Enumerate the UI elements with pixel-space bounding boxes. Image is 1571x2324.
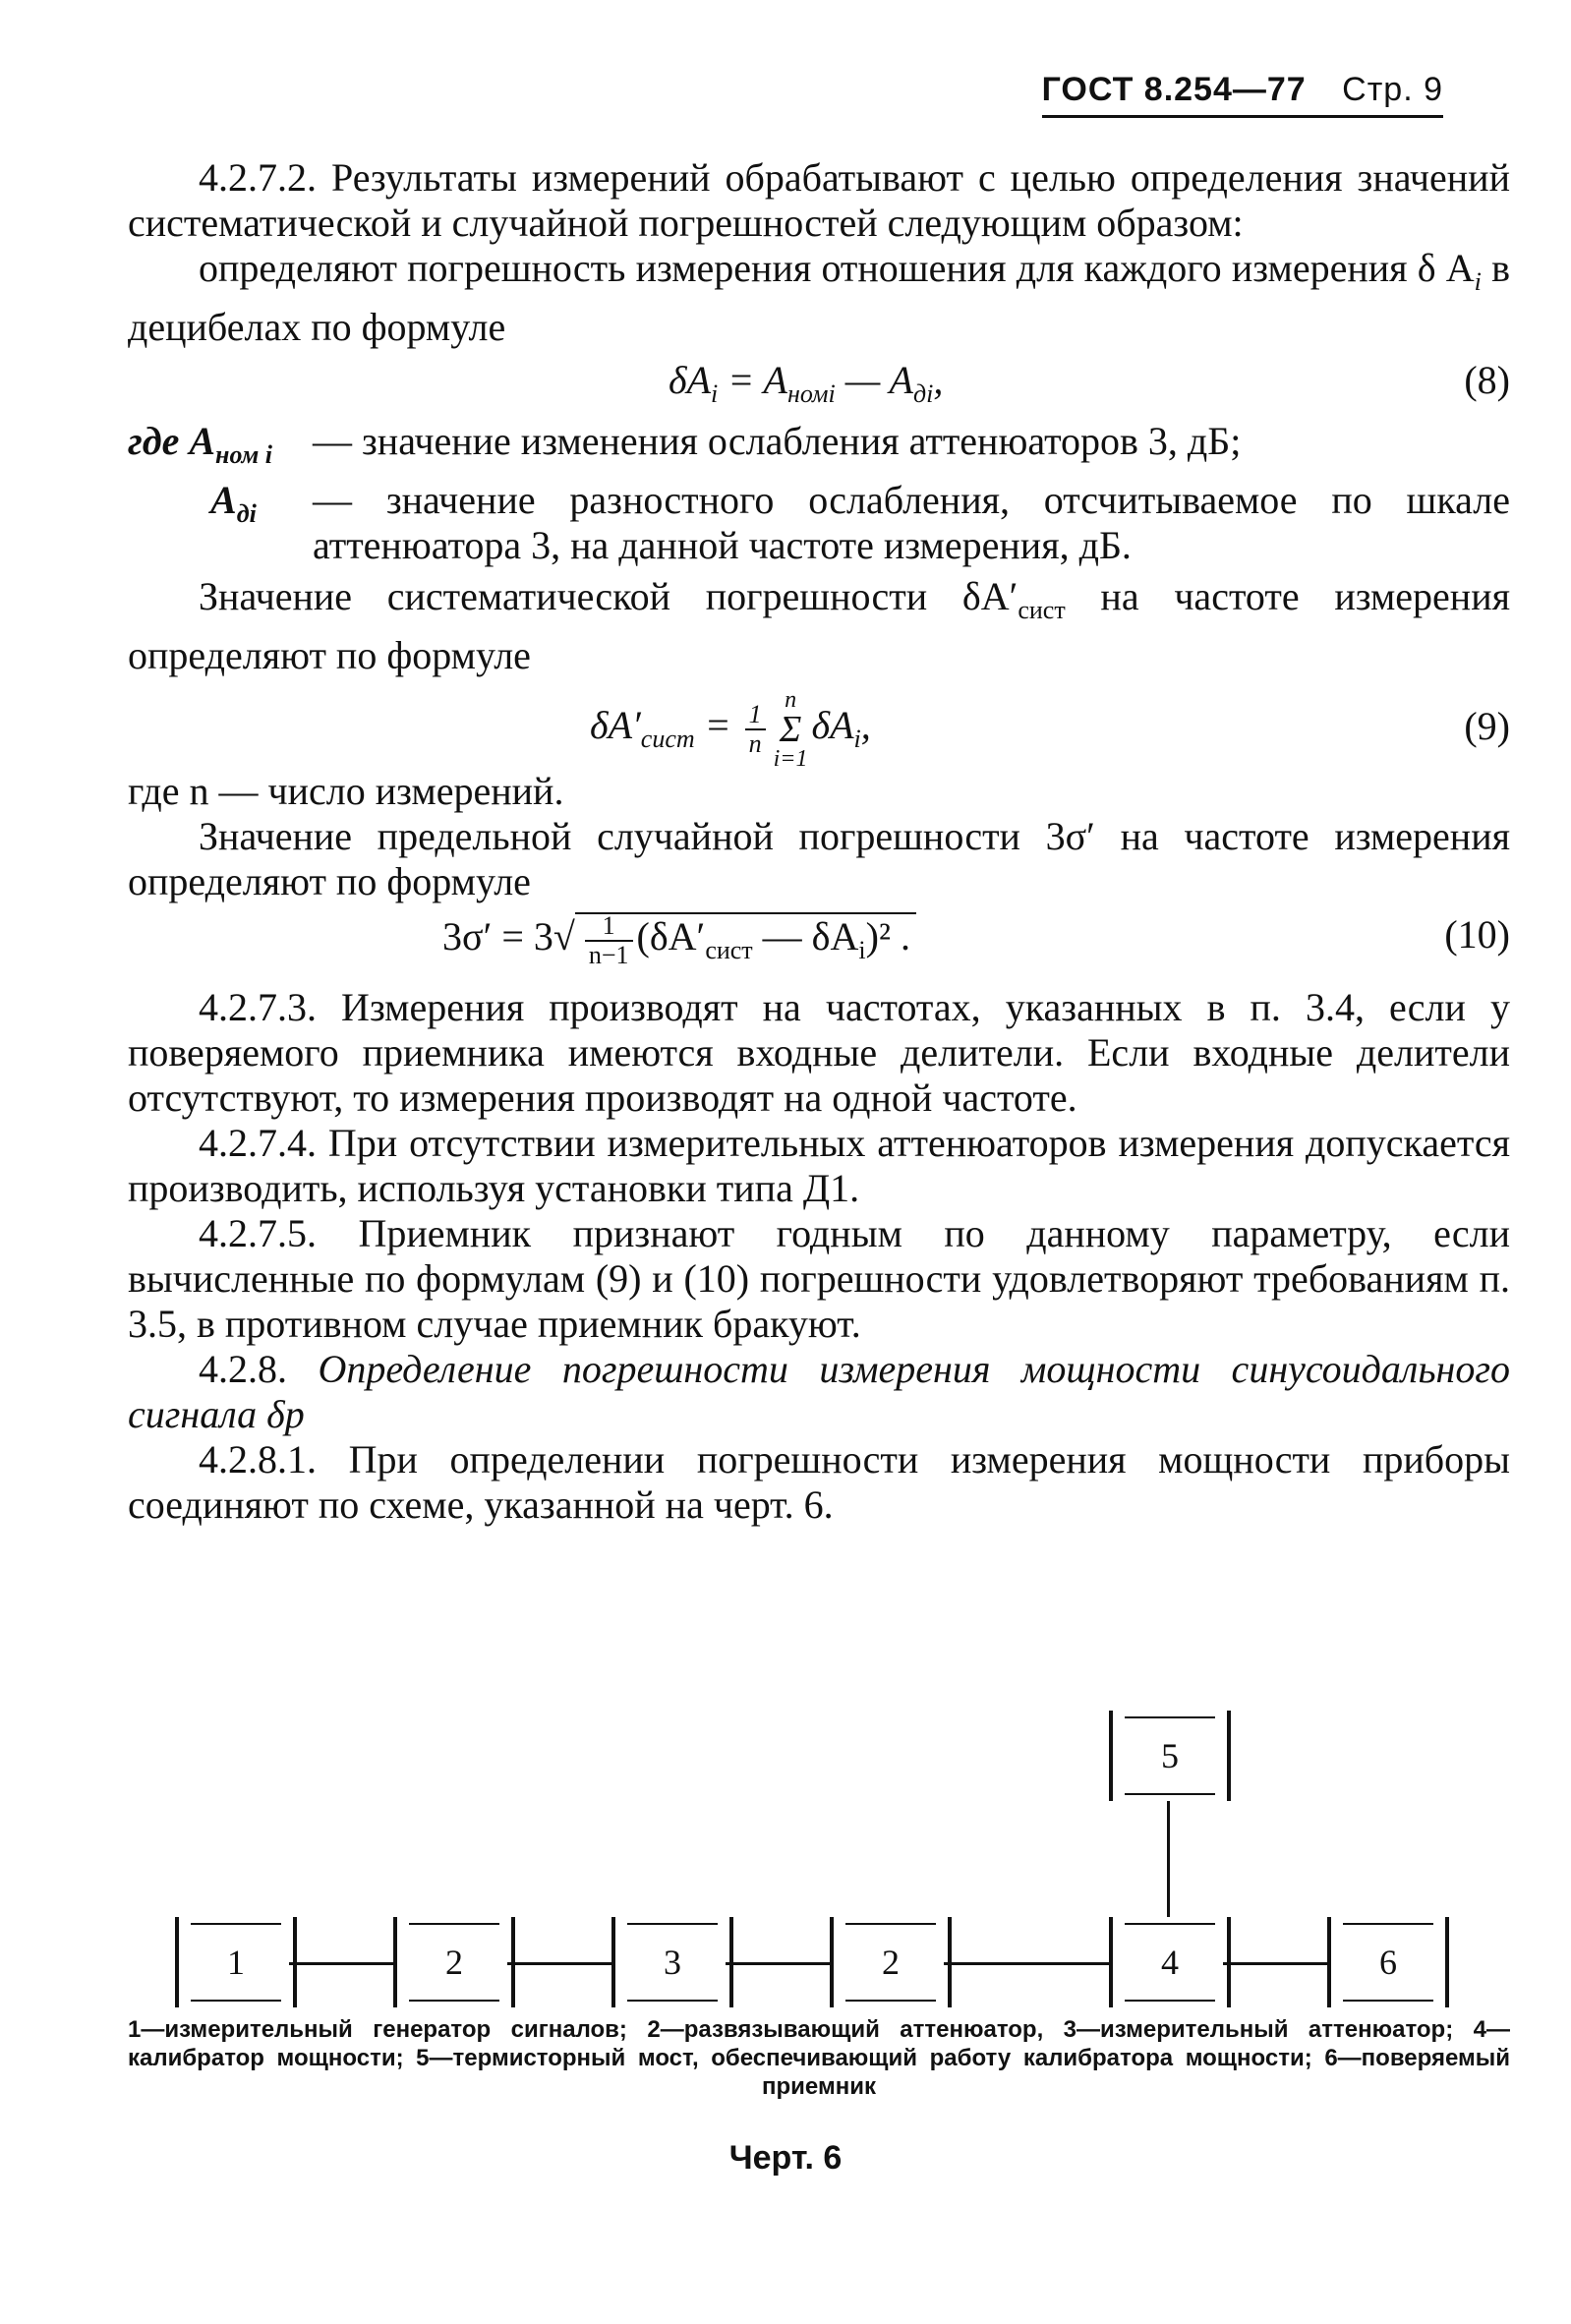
def-sym-text: где A	[128, 419, 216, 463]
f10-frac-num: 1	[585, 912, 633, 942]
formula-10-expression	[442, 912, 916, 973]
paragraph-4-2-8	[128, 1347, 1510, 1437]
where-n: где n — число измерений.	[128, 769, 564, 813]
f10-paren: (δA′	[636, 914, 706, 959]
paragraph-determine	[128, 246, 1510, 350]
f8-sub-i: i	[711, 379, 719, 408]
paragraph-determine-text: определяют погрешность измерения отношения для каждого измерения δ A	[199, 246, 1475, 290]
subscript-i: i	[1474, 267, 1482, 296]
f8-sub-d: дi	[912, 379, 934, 408]
page-header	[1042, 71, 1443, 118]
definition-symbol	[128, 478, 313, 568]
f9-rhs-sub: i	[853, 725, 861, 754]
diagram-box-5: 5	[1109, 1711, 1231, 1801]
f9-sum-bot: i=1	[773, 746, 808, 772]
formula-8-number: (8)	[1464, 358, 1510, 402]
formula-9-expression	[590, 688, 871, 771]
paragraph-4-2-7-2: 4.2.7.2. Результаты измерений обрабатывают с целью определения значений систематической и случайной погрешностей следующим образом:	[128, 155, 1510, 245]
definitions-list	[128, 419, 1510, 568]
formula-9-number: (9)	[1464, 704, 1510, 748]
definition-text: — значение разностного ослабления, отсчитываемое по шкале аттенюатора 3, на данной частоте измерения, дБ.	[313, 478, 1510, 567]
section-number: 4.2.8.	[199, 1347, 319, 1391]
f9-lhs: δA′	[590, 703, 641, 748]
paragraph-4-2-7-5: 4.2.7.5. Приемник признают годным по данному параметру, если вычисленные по формулам (9) и (10) погрешности удовлетворяют требованиям п. 3.5, в противном случае приемник бракуют.	[128, 1211, 1510, 1346]
definition-text: — значение изменения ослабления аттенюаторов 3, дБ;	[313, 419, 1242, 463]
figure-caption: 1—измерительный генератор сигналов; 2—развязывающий аттенюатор, 3—измерительный аттенюатор; 4—калибратор мощности; 5—термисторный мост, обеспечивающий работу калибратора мощности; 6—поверяемый приемник	[128, 2016, 1510, 2100]
f9-lhs-sub: сист	[640, 725, 695, 754]
def-sym-text: A	[210, 478, 237, 522]
main-text	[128, 155, 1510, 1528]
f10-fraction	[585, 912, 633, 969]
diagram-box-2: 2	[393, 1917, 515, 2007]
f10-paren-sub2: i	[858, 936, 866, 965]
diagram-box-6: 6	[1327, 1917, 1449, 2007]
connection-diagram	[157, 1711, 1475, 2005]
f9-sum-sign: Σ	[779, 709, 802, 750]
standard-number: ГОСТ 8.254—77	[1041, 71, 1307, 108]
syst-sub: сист	[1018, 596, 1066, 624]
formula-8-expression	[669, 358, 943, 417]
f8-comma: ,	[933, 358, 944, 402]
f9-sum	[774, 688, 808, 771]
diagram-box-4: 4	[1109, 1917, 1231, 2007]
paragraph-4-2-7-4: 4.2.7.4. При отсутствии измерительных аттенюаторов измерения допускается производить, используя установки типа Д1.	[128, 1121, 1510, 1210]
diagram-connector	[944, 1962, 1109, 1965]
diagram-box-3: 3	[611, 1917, 733, 2007]
f10-lhs: 3σ′ = 3√	[442, 914, 575, 959]
f9-fraction	[745, 701, 766, 758]
f10-paren-tail: — δA	[752, 914, 859, 959]
definition-symbol	[128, 419, 313, 478]
page-number: Стр. 9	[1342, 71, 1443, 108]
formula-8	[128, 354, 1510, 413]
paragraph-determine-tail: в децибелах по формуле	[128, 246, 1510, 349]
f9-rhs: δA	[811, 703, 854, 748]
definition-row	[128, 419, 1510, 478]
diagram-box-2b: 2	[830, 1917, 952, 2007]
diagram-connector	[507, 1962, 611, 1965]
paragraph-4-2-8-1: 4.2.8.1. При определении погрешности измерения мощности приборы соединяют по схеме, указанной на черт. 6.	[128, 1437, 1510, 1527]
diagram-box-1: 1	[175, 1917, 297, 2007]
diagram-vertical-connector	[1167, 1801, 1170, 1917]
f8-sub-nom: номi	[786, 379, 836, 408]
f10-frac-den: n−1	[588, 941, 629, 969]
diagram-connector	[289, 1962, 393, 1965]
f9-sum-top: n	[785, 687, 797, 713]
f8-minus: — A	[835, 358, 913, 402]
f8-lhs: δA	[669, 358, 712, 402]
f8-eq: = A	[718, 358, 787, 402]
diagram-connector	[726, 1962, 830, 1965]
def-sym-sub: ном i	[215, 440, 273, 469]
f9-eq: =	[694, 703, 741, 748]
syst-tail: на частоте измерения определяют по формуле	[128, 574, 1510, 677]
paragraph-random: Значение предельной случайной погрешности 3σ′ на частоте измерения определяют по формуле	[128, 814, 1510, 903]
f9-frac-den: n	[748, 729, 762, 758]
def-sym-sub: дi	[236, 499, 257, 528]
figure-label: Черт. 6	[728, 2139, 843, 2177]
formula-10-number: (10)	[1444, 912, 1510, 957]
f10-paren-end: )² .	[865, 914, 910, 959]
formula-10	[128, 908, 1510, 981]
formula-9	[128, 682, 1510, 772]
paragraph-4-2-7-3: 4.2.7.3. Измерения производят на частотах, указанных в п. 3.4, если у поверяемого приемника имеются входные делители. Если входные делители отсутствуют, то измерения производят на одной частоте.	[128, 985, 1510, 1120]
f10-paren-sub: сист	[705, 936, 753, 965]
definition-row	[128, 478, 1510, 568]
syst-text: Значение систематической погрешности δA′	[199, 574, 1018, 618]
f9-comma: ,	[860, 703, 871, 748]
f10-radicand	[575, 911, 916, 969]
section-title: Определение погрешности измерения мощности синусоидального сигнала δp	[128, 1347, 1510, 1436]
paragraph-systematic	[128, 574, 1510, 678]
f9-frac-num: 1	[745, 701, 766, 730]
diagram-connector	[1223, 1962, 1327, 1965]
